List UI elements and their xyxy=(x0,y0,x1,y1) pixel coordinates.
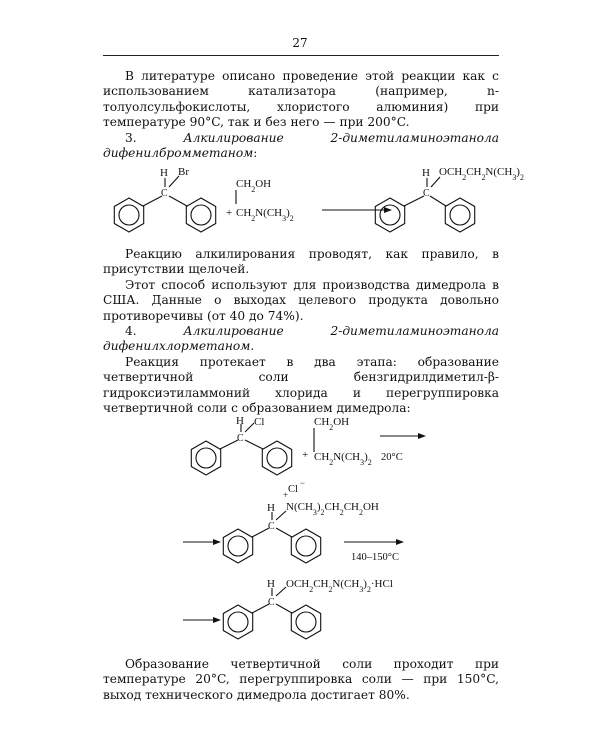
hydrogen-label: H xyxy=(267,502,275,514)
positive-charge: + xyxy=(283,490,289,500)
carbon-label: C xyxy=(237,433,244,444)
carbon-label: C xyxy=(161,188,168,199)
paragraph-alkali: Реакцию алкилирования проводят, как правило, в присутствии щелочей. xyxy=(103,247,499,277)
reagent-top: $CH_2OH$ xyxy=(236,178,272,194)
anion-label: Cl xyxy=(288,484,298,495)
text-block-3 xyxy=(103,657,499,703)
reagent-bottom: $CH_2N(CH_3)_2$ xyxy=(236,207,294,223)
header-rule xyxy=(103,55,499,56)
plus-sign: + xyxy=(226,207,233,219)
reaction-scheme-2 xyxy=(0,412,600,642)
benzene-ring xyxy=(223,605,252,639)
plus-sign: + xyxy=(302,449,309,461)
hydrogen-label: H xyxy=(236,415,244,427)
benzene-ring xyxy=(375,198,404,232)
reaction-scheme-1 xyxy=(0,158,600,238)
salt-substituent: $N(CH_3)_2CH_2CH_2OH$ xyxy=(286,501,379,517)
benzene-ring xyxy=(223,529,252,563)
heading-title: Алкилирование 2-диметиламиноэтанола дифенилбромметаном xyxy=(103,130,500,161)
reagent-top: $CH_2OH$ xyxy=(314,416,350,432)
carbon-label: C xyxy=(268,597,275,608)
heading-number: 3. xyxy=(125,130,137,145)
benzene-ring xyxy=(291,605,320,639)
heading-number: 4. xyxy=(125,324,137,339)
benzene-ring xyxy=(186,198,215,232)
condition-label: 20°C xyxy=(381,452,403,463)
paragraph-catalyst: В литературе описано проведение этой реакции как с использованием катализатора (например, n-толуолсульфокислоты, хлористого алюминия) при температуре 90°C, так и без него — при 200°C. xyxy=(103,69,499,130)
carbon-label: C xyxy=(423,188,430,199)
heading-method-3 xyxy=(103,131,499,162)
benzene-ring xyxy=(114,198,143,232)
text-block-1 xyxy=(103,69,499,161)
page-number: 27 xyxy=(292,36,308,50)
paragraph-usa: Этот способ используют для производства димедрола в США. Данные о выходах целевого продукта довольно противоречивы (от 40 до 74%). xyxy=(103,277,499,323)
condition-label: 140–150°C xyxy=(351,552,399,563)
bromine-label: Br xyxy=(178,166,189,178)
product-substituent: $OCH_2CH_2N(CH_3)_2$ xyxy=(439,166,524,182)
reagent-bottom: $CH_2N(CH_3)_2$ xyxy=(314,451,372,467)
benzene-ring xyxy=(191,441,220,475)
carbon-label: C xyxy=(268,521,275,532)
paragraph-conditions: Образование четвертичной соли проходит при температуре 20°C, перегруппировка соли — при 150°C, выход технического димедрола достигает 80%. xyxy=(103,657,499,702)
heading-tail: : xyxy=(253,146,258,161)
hydrogen-label: H xyxy=(267,578,275,590)
paragraph-two-stages: Реакция протекает в два этапа: образование четвертичной соли бензгидрилдиметил-β-гидроксиэтиламмоний хлорида и перегруппировка четвертичной соли с образованием димедрола: xyxy=(103,354,499,416)
heading-method-4 xyxy=(103,324,499,355)
heading-title: Алкилирование 2-диметиламиноэтанола дифенилхлорметаном xyxy=(103,324,500,354)
hydrogen-label: H xyxy=(422,167,430,179)
text-block-2 xyxy=(103,247,499,416)
product-substituent: $OCH_2CH_2N(CH_3)_2\cdot HCl$ xyxy=(286,578,393,594)
benzene-ring xyxy=(291,529,320,563)
anion-charge: − xyxy=(300,478,306,488)
benzene-ring xyxy=(262,441,291,475)
chlorine-label: Cl xyxy=(254,416,265,428)
hydrogen-label: H xyxy=(160,167,168,179)
benzene-ring xyxy=(445,198,474,232)
heading-tail: . xyxy=(250,339,255,354)
